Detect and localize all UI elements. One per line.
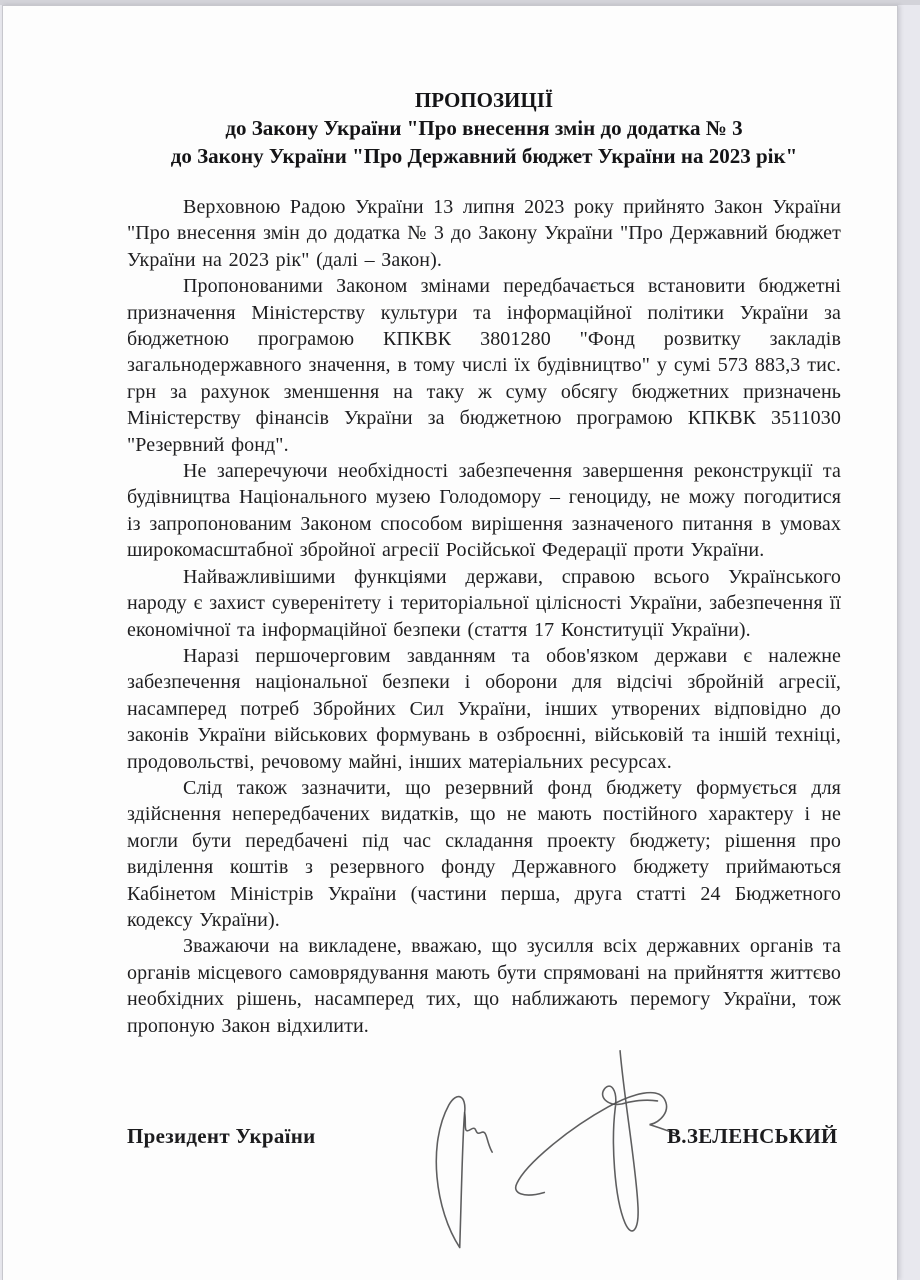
- document-title: ПРОПОЗИЦІЇ: [414, 88, 554, 112]
- handwritten-signature-icon: [419, 1038, 709, 1280]
- document-heading: [127, 86, 841, 170]
- signer-name-label: В.ЗЕЛЕНСЬКИЙ: [667, 1124, 838, 1148]
- document-content: [127, 86, 841, 1039]
- document-subtitle-line1: до Закону України "Про внесення змін до додатка № 3: [225, 116, 743, 140]
- signer-role-label: Президент України: [127, 1124, 316, 1148]
- document-body: [127, 194, 841, 1039]
- document-subtitle-line2: до Закону України "Про Державний бюджет України на 2023 рік": [170, 144, 798, 168]
- paragraph-3: Не заперечуючи необхідності забезпечення завершення реконструкції та будівництва Національного музею Голодомору – геноциду, не можу погодитися із запропонованим Законом способом вирішення зазначеного питання в умовах широкомасштабної збройної агресії Російської Федерації проти України.: [127, 460, 841, 562]
- paragraph-6: Слід також зазначити, що резервний фонд бюджету формується для здійснення непередбачених видатків, що не мають постійного характеру і не могли бути передбачені під час складання проекту бюджету; рішення про виділення коштів з резервного фонду Державного бюджету приймаються Кабінетом Міністрів України (частини перша, друга статті 24 Бюджетного кодексу України).: [127, 776, 841, 931]
- document-page: [2, 5, 898, 1280]
- paragraph-5: Наразі першочерговим завданням та обов'язком держави є належне забезпечення національної безпеки і оборони для відсічі збройній агресії, насамперед потреб Збройних Сил України, інших утворених відповідно до законів України військових формувань в озброєнні, військовій та іншій техніці, продовольстві, речовому майні, інших матеріальних ресурсах.: [127, 644, 841, 773]
- paragraph-4: Найважливішими функціями держави, справою всього Українського народу є захист суверенітету і територіальної цілісності України, забезпечення її економічної та інформаційної безпеки (стаття 17 Конституції України).: [127, 565, 841, 641]
- paragraph-7: Зважаючи на викладене, вважаю, що зусилля всіх державних органів та органів місцевого самоврядування мають бути спрямовані на прийняття життєво необхідних рішень, насамперед тих, що наближають перемогу України, тож пропоную Закон відхилити.: [127, 935, 841, 1037]
- paragraph-2: Пропонованими Законом змінами передбачається встановити бюджетні призначення Міністерству культури та інформаційної політики України за бюджетною програмою КПКВК 3801280 "Фонд розвитку закладів загальнодержавного значення, в тому числі їх будівництво" у сумі 573 883,3 тис. грн за рахунок зменшення на таку ж суму обсягу бюджетних призначень Міністерству фінансів України за бюджетною програмою КПКВК 3511030 "Резервний фонд".: [127, 275, 841, 456]
- paragraph-1: Верховною Радою України 13 липня 2023 року прийнято Закон України "Про внесення змін до додатка № 3 до Закону України "Про Державний бюджет України на 2023 рік" (далі – Закон).: [127, 196, 841, 271]
